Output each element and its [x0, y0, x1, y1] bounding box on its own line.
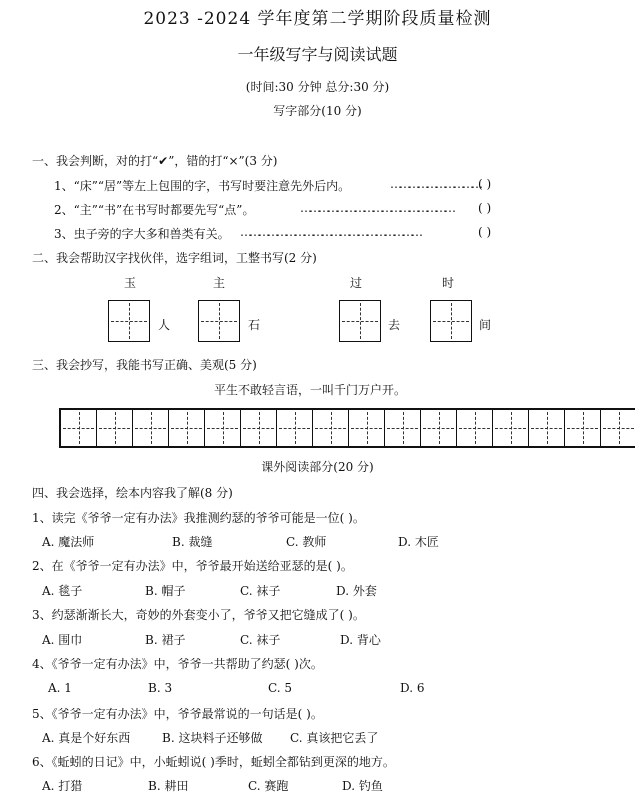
grid-cell[interactable]: [457, 410, 493, 446]
q1-item-3-dots: ……………………………………………………: [240, 225, 420, 239]
grid-cell[interactable]: [277, 410, 313, 446]
q1-item-1: 1、“床”“居”等左上包围的字，书写时要注意先外后内。: [54, 179, 351, 193]
q4-question-1: 1、读完《爷爷一定有办法》我推测约瑟的爷爷可能是一位( )。: [32, 511, 365, 525]
q4-q1-option-d[interactable]: D. 木匠: [398, 535, 439, 549]
exam-title: 2023 -2024 学年度第二学期阶段质量检测: [143, 9, 492, 29]
q4-q1-option-c[interactable]: C. 教师: [286, 535, 327, 549]
grid-cell[interactable]: [529, 410, 565, 446]
q4-q3-option-c[interactable]: C. 袜子: [240, 633, 281, 647]
q1-item-2-dots: ……………………………………………: [300, 201, 453, 215]
q3-heading: 三、我会抄写，我能书写正确、美观(5 分): [32, 358, 257, 372]
q4-q5-option-a[interactable]: A. 真是个好东西: [42, 731, 131, 745]
q2-side-char-2: 石: [248, 318, 261, 332]
q4-q3-option-b[interactable]: B. 裙子: [145, 633, 186, 647]
q1-item-2: 2、“主”“书”在书写时都要先写“点”。: [54, 203, 255, 217]
grid-cell[interactable]: [169, 410, 205, 446]
q4-question-3: 3、约瑟渐渐长大，奇妙的外套变小了，爷爷又把它缝成了( )。: [32, 608, 365, 622]
q4-q6-option-c[interactable]: C. 赛跑: [248, 779, 289, 793]
q2-writing-box-1[interactable]: [108, 300, 150, 342]
q4-q4-option-b[interactable]: B. 3: [148, 681, 173, 695]
q4-q6-option-d[interactable]: D. 钓鱼: [342, 779, 383, 793]
q4-q4-option-c[interactable]: C. 5: [268, 681, 293, 695]
q2-top-char-4: 时: [442, 276, 455, 290]
q4-q2-option-a[interactable]: A. 毯子: [42, 584, 83, 598]
copy-writing-grid[interactable]: [59, 408, 635, 448]
exam-subtitle: 一年级写字与阅读试题: [237, 45, 398, 64]
q1-item-1-dots: …………………………: [390, 177, 480, 191]
grid-cell[interactable]: [565, 410, 601, 446]
grid-cell[interactable]: [313, 410, 349, 446]
grid-cell[interactable]: [601, 410, 635, 446]
q2-heading: 二、我会帮助汉字找伙伴，选字组词，工整书写(2 分): [32, 251, 317, 265]
q4-q3-option-d[interactable]: D. 背心: [340, 633, 381, 647]
q4-question-2: 2、在《爷爷一定有办法》中，爷爷最开始送给亚瑟的是( )。: [32, 559, 353, 573]
q1-heading: 一、我会判断，对的打“✔”，错的打“×”(3 分): [32, 154, 278, 168]
grid-cell[interactable]: [493, 410, 529, 446]
q4-question-5: 5、《爷爷一定有办法》中，爷爷最常说的一句话是( )。: [32, 707, 323, 721]
q1-item-1-blank[interactable]: ( ): [478, 177, 492, 191]
grid-cell[interactable]: [349, 410, 385, 446]
grid-cell[interactable]: [61, 410, 97, 446]
q4-q6-option-b[interactable]: B. 耕田: [148, 779, 189, 793]
grid-cell[interactable]: [385, 410, 421, 446]
grid-cell[interactable]: [133, 410, 169, 446]
q4-q3-option-a[interactable]: A. 围巾: [42, 633, 83, 647]
grid-cell[interactable]: [421, 410, 457, 446]
q4-q2-option-d[interactable]: D. 外套: [336, 584, 377, 598]
grid-cell[interactable]: [205, 410, 241, 446]
q1-item-3-blank[interactable]: ( ): [478, 225, 492, 239]
q2-side-char-1: 人: [158, 318, 171, 332]
grid-cell[interactable]: [97, 410, 133, 446]
q4-heading: 四、我会选择，绘本内容我了解(8 分): [32, 486, 233, 500]
q4-q6-option-a[interactable]: A. 打猎: [42, 779, 83, 793]
q4-q5-option-b[interactable]: B. 这块料子还够做: [162, 731, 263, 745]
q4-q4-option-a[interactable]: A. 1: [48, 681, 72, 695]
q1-item-3: 3、虫子旁的字大多和兽类有关。: [54, 227, 230, 241]
q4-q5-option-c[interactable]: C. 真该把它丢了: [290, 731, 379, 745]
grid-cell[interactable]: [241, 410, 277, 446]
q2-top-char-3: 过: [350, 276, 363, 290]
q4-q1-option-a[interactable]: A. 魔法师: [42, 535, 95, 549]
q2-side-char-4: 间: [479, 318, 492, 332]
q1-item-2-blank[interactable]: ( ): [478, 201, 492, 215]
q4-q2-option-b[interactable]: B. 帽子: [145, 584, 186, 598]
q4-q4-option-d[interactable]: D. 6: [400, 681, 425, 695]
q4-question-6: 6、《蚯蚓的日记》中，小蚯蚓说( )季时，蚯蚓全都钻到更深的地方。: [32, 755, 395, 769]
q2-writing-box-4[interactable]: [430, 300, 472, 342]
q2-writing-box-2[interactable]: [198, 300, 240, 342]
q2-top-char-2: 主: [213, 276, 226, 290]
q2-writing-box-3[interactable]: [339, 300, 381, 342]
section-reading-heading: 课外阅读部分(20 分): [261, 460, 374, 474]
q4-q2-option-c[interactable]: C. 袜子: [240, 584, 281, 598]
q2-side-char-3: 去: [388, 318, 401, 332]
q4-q1-option-b[interactable]: B. 裁缝: [172, 535, 213, 549]
time-score: (时间:30 分钟 总分:30 分): [245, 80, 390, 94]
q4-question-4: 4、《爷爷一定有办法》中，爷爷一共帮助了约瑟( )次。: [32, 657, 323, 671]
q3-sentence: 平生不敢轻言语，一叫千门万户开。: [214, 383, 407, 397]
section-writing-heading: 写字部分(10 分): [273, 104, 362, 118]
q2-top-char-1: 玉: [124, 276, 137, 290]
